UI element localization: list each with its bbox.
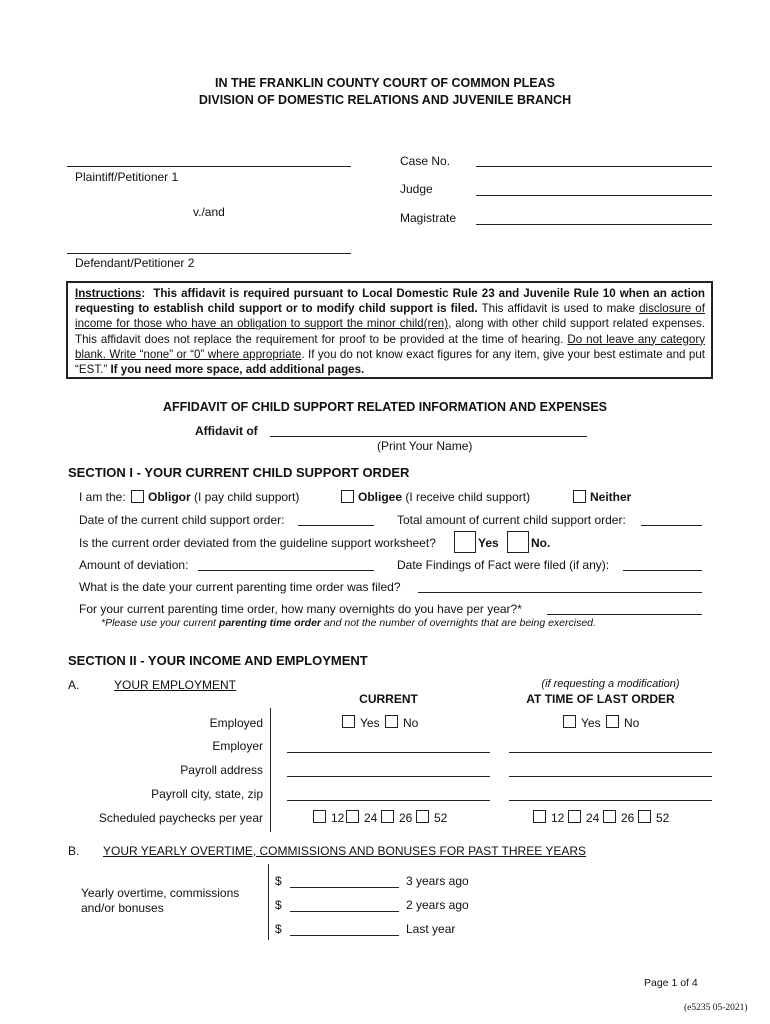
obligor-checkbox[interactable] — [131, 490, 144, 503]
dollar-sign: $ — [275, 898, 282, 912]
affidavit-title: AFFIDAVIT OF CHILD SUPPORT RELATED INFORMATION AND EXPENSES — [163, 400, 607, 414]
current-pay-12-checkbox[interactable] — [313, 810, 326, 823]
parenting-date-label: What is the date your current parenting time order was filed? — [79, 580, 401, 594]
last-employed-yes-label: Yes — [581, 716, 601, 730]
overtime-label-line2: and/or bonuses — [81, 901, 164, 915]
overnights-field[interactable] — [547, 614, 702, 615]
last-pay-26-label: 26 — [621, 811, 635, 825]
overtime-last-year-label: Last year — [406, 922, 456, 936]
section2a-letter: A. — [68, 678, 80, 692]
instructions-bold: This affidavit is required pursuant to Local Domestic Rule 23 and Juvenile Rule 10 when an action requesting to establish child support or to modify child support is filed. — [75, 287, 705, 316]
last-pay-12-label: 12 — [551, 811, 565, 825]
versus-label: v./and — [193, 205, 225, 219]
judge-field[interactable] — [476, 195, 712, 196]
last-employed-no-label: No — [624, 716, 640, 730]
current-employer-field[interactable] — [287, 752, 490, 753]
obligee-checkbox[interactable] — [341, 490, 354, 503]
i-am-the-label: I am the: — [79, 490, 126, 504]
section2-heading: SECTION II - YOUR INCOME AND EMPLOYMENT — [68, 653, 368, 668]
current-payroll-address-field[interactable] — [287, 776, 490, 777]
plaintiff-label: Plaintiff/Petitioner 1 — [75, 170, 179, 184]
overtime-divider — [268, 864, 269, 940]
deviated-no-checkbox[interactable] — [507, 531, 529, 553]
deviated-yes-label: Yes — [478, 536, 499, 550]
section2b-letter: B. — [68, 844, 80, 858]
if-requesting-note: (if requesting a modification) — [541, 678, 680, 690]
overtime-2-years-ago-label: 2 years ago — [406, 898, 469, 912]
last-pay-24-checkbox[interactable] — [568, 810, 581, 823]
plaintiff-line[interactable] — [67, 166, 351, 167]
last-employed-yes-checkbox[interactable] — [563, 715, 576, 728]
last-employer-field[interactable] — [509, 752, 712, 753]
current-pay-24-checkbox[interactable] — [346, 810, 359, 823]
current-employed-no-label: No — [403, 716, 419, 730]
current-pay-26-label: 26 — [399, 811, 413, 825]
dollar-sign: $ — [275, 922, 282, 936]
last-employed-no-checkbox[interactable] — [606, 715, 619, 728]
current-pay-12-label: 12 — [331, 811, 345, 825]
obligor-label: Obligor (I pay child support) — [148, 490, 300, 504]
affiant-name-field[interactable] — [270, 436, 587, 437]
deviated-yes-checkbox[interactable] — [454, 531, 476, 553]
print-name-label: (Print Your Name) — [377, 439, 473, 453]
overtime-last-year-field[interactable] — [290, 935, 399, 936]
last-pay-52-label: 52 — [656, 811, 670, 825]
date-order-label: Date of the current child support order: — [79, 513, 285, 527]
page-number: Page 1 of 4 — [644, 977, 698, 989]
neither-checkbox[interactable] — [573, 490, 586, 503]
deviated-no-label: No. — [531, 536, 551, 550]
instructions-text: Instructions: This affidavit is required pursuant to Local Domestic Rule 23 and Juvenile Rule 10 when an action requesting to establish child support or to modify child support is filed. This affidavit is used to make disclosure of income for those who have an obligation to support the minor child(ren), along with other child support related expenses. This affidavit does not replace the requirement for proof to be provided at the time of hearing. Do not leave any category blank. Write “none” or “0” where appropriate. If you do not know exact figures for any item, give your best estimate and put “EST.” If you need more space, add additional pages. — [75, 287, 706, 377]
overtime-3-years-ago-label: 3 years ago — [406, 874, 469, 888]
current-payroll-city-field[interactable] — [287, 800, 490, 801]
magistrate-label: Magistrate — [400, 211, 457, 225]
form-number: (e5235 05-2021) — [684, 1003, 748, 1013]
defendant-line[interactable] — [67, 253, 351, 254]
affidavit-of-label: Affidavit of — [195, 424, 258, 438]
overtime-2-years-ago-field[interactable] — [290, 911, 399, 912]
current-pay-52-label: 52 — [434, 811, 448, 825]
parenting-date-field[interactable] — [418, 592, 702, 593]
date-order-field[interactable] — [298, 525, 374, 526]
overnights-label: For your current parenting time order, how many overnights do you have per year?* — [79, 602, 522, 616]
magistrate-field[interactable] — [476, 224, 712, 225]
current-pay-24-label: 24 — [364, 811, 378, 825]
last-pay-12-checkbox[interactable] — [533, 810, 546, 823]
current-column-heading: CURRENT — [359, 692, 418, 706]
dollar-sign: $ — [275, 874, 282, 888]
last-pay-24-label: 24 — [586, 811, 600, 825]
neither-label: Neither — [590, 490, 632, 504]
last-payroll-city-field[interactable] — [509, 800, 712, 801]
section2a-title: YOUR EMPLOYMENT — [114, 678, 237, 692]
employer-label: Employer — [212, 739, 263, 753]
overnights-note: *Please use your current parenting time order and not the number of overnights that are being exercised. — [101, 617, 596, 629]
court-name: IN THE FRANKLIN COUNTY COURT OF COMMON PLEAS — [214, 76, 556, 90]
overtime-label-line1: Yearly overtime, commissions — [81, 886, 240, 900]
court-division: DIVISION OF DOMESTIC RELATIONS AND JUVENILE BRANCH — [198, 93, 572, 107]
instructions-box — [66, 281, 713, 379]
payroll-address-label: Payroll address — [180, 763, 263, 777]
obligee-label: Obligee (I receive child support) — [358, 490, 531, 504]
defendant-label: Defendant/Petitioner 2 — [75, 256, 195, 270]
amount-deviation-field[interactable] — [198, 570, 374, 571]
current-pay-52-checkbox[interactable] — [416, 810, 429, 823]
case-no-field[interactable] — [476, 166, 712, 167]
last-order-column-heading: AT TIME OF LAST ORDER — [526, 692, 675, 706]
total-amount-field[interactable] — [641, 525, 702, 526]
current-employed-yes-checkbox[interactable] — [342, 715, 355, 728]
case-no-label: Case No. — [400, 154, 451, 168]
instructions-label: Instructions — [75, 287, 142, 300]
current-employed-yes-label: Yes — [360, 716, 380, 730]
employment-divider — [270, 708, 271, 832]
date-findings-field[interactable] — [623, 570, 702, 571]
judge-label: Judge — [400, 182, 433, 196]
last-pay-26-checkbox[interactable] — [603, 810, 616, 823]
date-findings-label: Date Findings of Fact were filed (if any): — [397, 558, 610, 572]
deviated-label: Is the current order deviated from the guideline support worksheet? — [79, 536, 436, 550]
last-pay-52-checkbox[interactable] — [638, 810, 651, 823]
amount-deviation-label: Amount of deviation: — [79, 558, 189, 572]
section1-heading: SECTION I - YOUR CURRENT CHILD SUPPORT ORDER — [68, 465, 410, 480]
current-employed-no-checkbox[interactable] — [385, 715, 398, 728]
current-pay-26-checkbox[interactable] — [381, 810, 394, 823]
scheduled-paychecks-label: Scheduled paychecks per year — [98, 811, 263, 825]
section2b-title: YOUR YEARLY OVERTIME, COMMISSIONS AND BONUSES FOR PAST THREE YEARS — [103, 844, 587, 858]
overtime-3-years-ago-field[interactable] — [290, 887, 399, 888]
payroll-city-label: Payroll city, state, zip — [151, 787, 263, 801]
employed-label: Employed — [209, 716, 263, 730]
total-amount-label: Total amount of current child support order: — [397, 513, 626, 527]
last-payroll-address-field[interactable] — [509, 776, 712, 777]
